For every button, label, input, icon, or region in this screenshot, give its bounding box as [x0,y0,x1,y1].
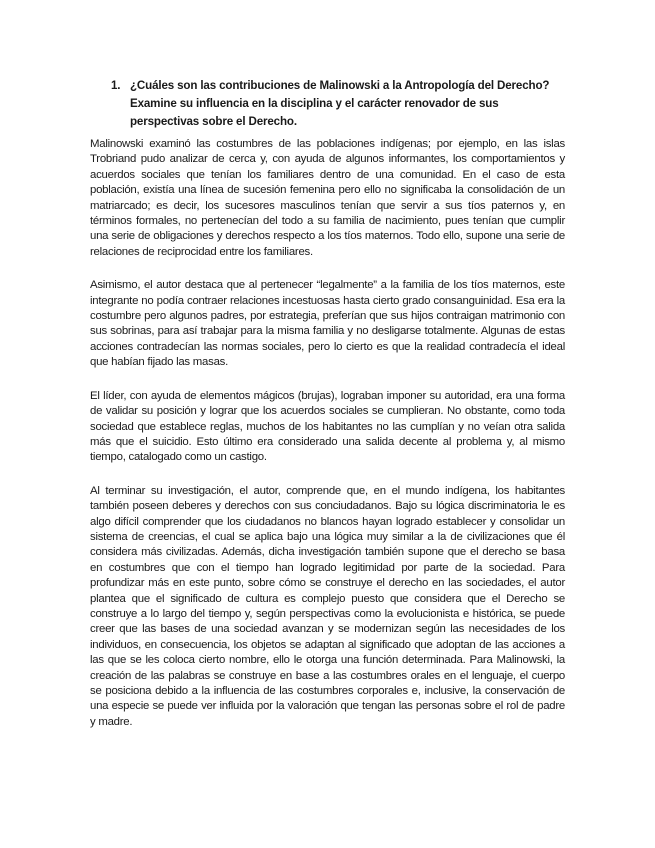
answer-body [90,137,565,748]
paragraph-leader: El líder, con ayuda de elementos mágicos (brujas), lograban imponer su autoridad, era una forma de validar su posición y lograr que los acuerdos sociales se cumplieran. No obstante, como toda sociedad que establece reglas, muchos de los habitantes no las cumplían y no veían otra salida más que el suicidio. Esto último era considerado una salida decente al problema y, al mismo tiempo, catalogado como un castigo. [90,389,565,464]
paragraph-conclusion: Al terminar su investigación, el autor, comprende que, en el mundo indígena, los habitantes también poseen deberes y derechos con sus conciudadanos. Bajo su lógica discriminatoria le es algo difícil comprender que los ciudadanos no blancos hayan logrado establecer y consolidar un sistema de creencias, el cual se aplica bajo una lógica muy similar a la de civilizaciones que él considera más civilizadas. Además, dicha investigación también supone que el derecho se basa en costumbres que con el tiempo han logrado legitimidad por parte de la sociedad. Para profundizar más en este punto, sobre cómo se construye el derecho en las sociedades, el autor plantea que el significado de cultura es complejo puesto que considera que el Derecho se construye a lo largo del tiempo y, según perspectivas como la evolucionista e histórica, se puede creer que las bases de una sociedad avanzan y se modernizan según las necesidades de los individuos, en consecuencia, los objetos se adaptan al significado que adoptan de las acciones a las que se les coloca cierto nombre, ello le otorga una función determinada. Para Malinowski, la creación de las palabras se construye en base a las costumbres orales en el lenguaje, el cuerpo se posiciona debido a la influencia de las costumbres corporales e, inclusive, la conservación de una especie se puede ver influida por la valoración que tengan las personas sobre el rol de padre y madre. [90,484,565,728]
question-heading [111,77,551,131]
paragraph-trobriand: Malinowski examinó las costumbres de las poblaciones indígenas; por ejemplo, en las islas Trobriand pudo analizar de cerca y, con ayuda de algunos informantes, los comportamientos y acuerdos sociales que tenían los familiares dentro de una comunidad. En el caso de esta población, existía una línea de sucesión femenina pero ello no significaba la consolidación de un matriarcado; es decir, los sucesores masculinos tenían que servir a sus tíos paternos y, en términos formales, no pertenecían del todo a su familia de nacimiento, pues tenían que cumplir una serie de obligaciones y derechos respecto a los tíos maternos. Todo ello, supone una serie de relaciones de reciprocidad entre los familiares. [90,138,565,258]
question-text: ¿Cuáles son las contribuciones de Malinowski a la Antropología del Derecho? Examine su influencia en la disciplina y el carácter renovador de sus perspectivas sobre el Derecho. [130,79,550,128]
question-number: 1. [111,79,121,92]
paragraph-kinship: Asimismo, el autor destaca que al pertenecer “legalmente” a la familia de los tíos maternos, este integrante no podía contraer relaciones incestuosas hasta cierto grado consanguinidad. Esa era la costumbre pero algunos padres, por estrategia, preferían que sus hijos contraigan matrimonio con sus sobrinas, para así trabajar para la misma familia y no desligarse totalmente. Algunas de estas acciones contradecían las normas sociales, pero lo cierto es que la realidad contradecía el ideal que habían fijado las masas. [90,279,565,369]
